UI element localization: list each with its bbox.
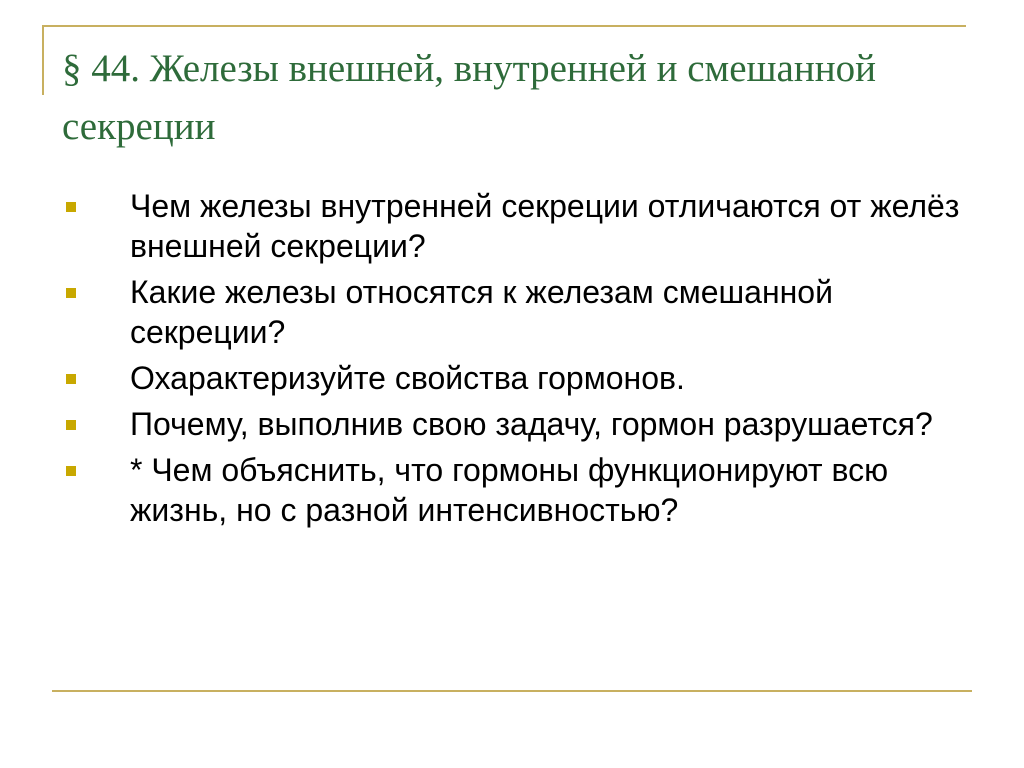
- square-bullet-icon: [66, 374, 76, 384]
- list-item: [62, 358, 982, 398]
- list-item: [62, 450, 982, 530]
- square-bullet-icon: [66, 202, 76, 212]
- list-item: [62, 272, 982, 352]
- list-item-text: Почему, выполнив свою задачу, гормон разрушается?: [130, 406, 933, 442]
- list-item-text: * Чем объяснить, что гормоны функционируют всю жизнь, но с разной интенсивностью?: [130, 452, 889, 528]
- square-bullet-icon: [66, 420, 76, 430]
- slide-title: § 44. Железы внешней, внутренней и смешанной секреции: [62, 47, 876, 148]
- list-item-text: Охарактеризуйте свойства гормонов.: [130, 360, 685, 396]
- square-bullet-icon: [66, 466, 76, 476]
- list-item: [62, 186, 982, 266]
- top-divider-line: [42, 25, 966, 27]
- square-bullet-icon: [66, 288, 76, 298]
- list-item: [62, 404, 982, 444]
- left-accent-line: [42, 25, 44, 95]
- question-list: [62, 186, 982, 536]
- bottom-divider-line: [52, 690, 972, 692]
- list-item-text: Какие железы относятся к железам смешанной секреции?: [130, 274, 833, 350]
- list-item-text: Чем железы внутренней секреции отличаются от желёз внешней секреции?: [130, 188, 960, 264]
